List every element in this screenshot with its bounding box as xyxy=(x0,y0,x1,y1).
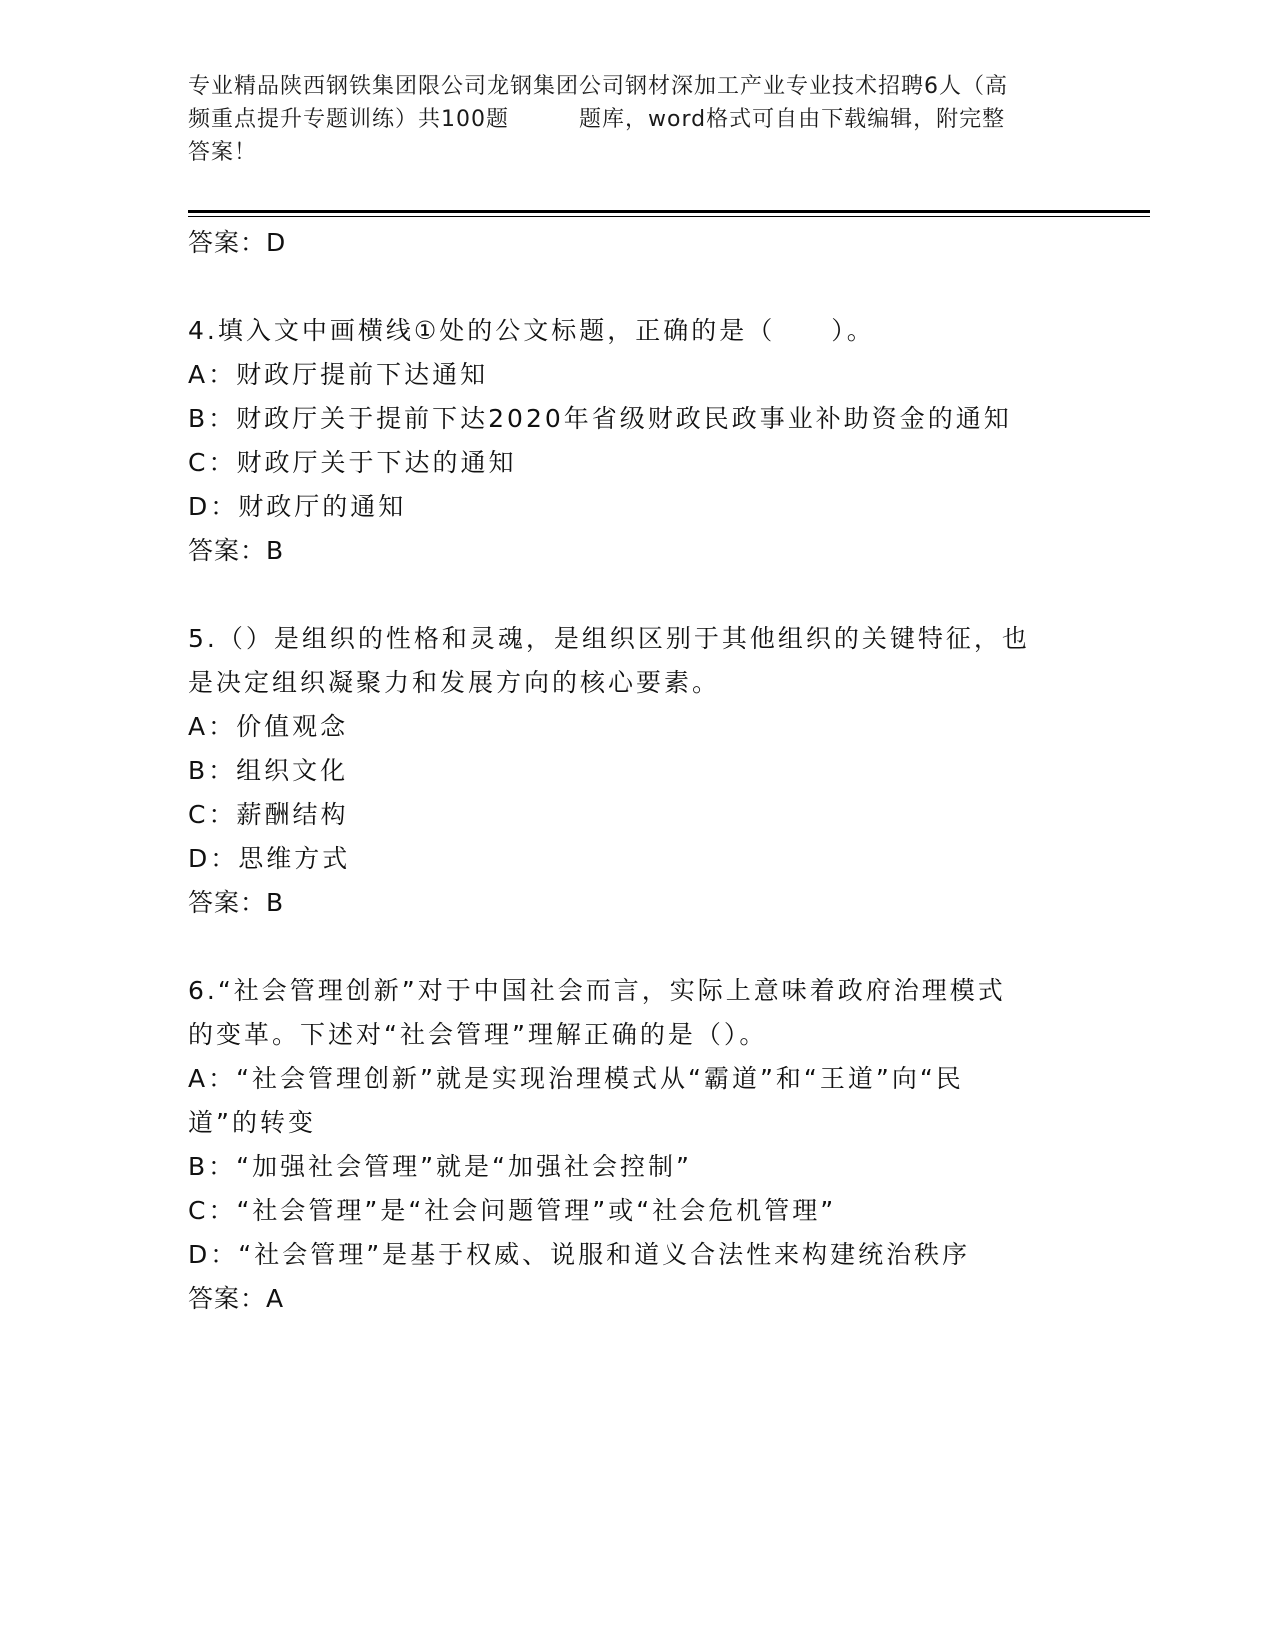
question-5-stem-line-1: 5.（）是组织的性格和灵魂，是组织区别于其他组织的关键特征，也 xyxy=(188,624,1030,653)
question-4-option-d: D：财政厅的通知 xyxy=(188,492,407,521)
question-5-option-b: B：组织文化 xyxy=(188,756,349,785)
header-divider-thick xyxy=(188,210,1150,213)
question-5-answer: 答案：B xyxy=(188,888,285,917)
header-line-3: 答案！ xyxy=(188,140,258,165)
question-5-option-d: D：思维方式 xyxy=(188,844,351,873)
question-4-option-a: A：财政厅提前下达通知 xyxy=(188,360,489,389)
question-6-option-d: D：“社会管理”是基于权威、说服和道义合法性来构建统治秩序 xyxy=(188,1240,971,1269)
question-4-option-b: B：财政厅关于提前下达2020年省级财政民政事业补助资金的通知 xyxy=(188,404,1012,433)
question-5-option-a: A：价值观念 xyxy=(188,712,349,741)
question-4-option-c: C：财政厅关于下达的通知 xyxy=(188,448,517,477)
question-4-answer: 答案：B xyxy=(188,536,285,565)
question-6-option-a: A：“社会管理创新”就是实现治理模式从“霸道”和“王道”向“民 xyxy=(188,1064,964,1093)
question-6-option-a-cont: 道”的转变 xyxy=(188,1108,316,1137)
question-4-stem: 4.填入文中画横线①处的公文标题，正确的是（ ）。 xyxy=(188,316,875,345)
question-6-stem-line-2: 的变革。下述对“社会管理”理解正确的是（）。 xyxy=(188,1020,768,1049)
document-header xyxy=(188,70,1088,169)
header-divider-thin xyxy=(188,216,1150,217)
question-5-stem-line-2: 是决定组织凝聚力和发展方向的核心要素。 xyxy=(188,668,721,697)
question-6-option-b: B：“加强社会管理”就是“加强社会控制” xyxy=(188,1152,692,1181)
question-6-stem-line-1: 6.“社会管理创新”对于中国社会而言，实际上意味着政府治理模式 xyxy=(188,976,1006,1005)
header-line-1: 专业精品陕西钢铁集团限公司龙钢集团公司钢材深加工产业专业技术招聘6人（高 xyxy=(188,74,1008,99)
header-line-2b: 题库，word格式可自由下载编辑，附完整 xyxy=(579,107,1006,132)
question-5-option-c: C：薪酬结构 xyxy=(188,800,349,829)
question-6-option-c: C：“社会管理”是“社会问题管理”或“社会危机管理” xyxy=(188,1196,837,1225)
header-line-2 xyxy=(188,103,1088,136)
question-6-answer: 答案：A xyxy=(188,1284,285,1313)
header-line-2a: 频重点提升专题训练）共100题 xyxy=(188,107,509,132)
previous-answer: 答案：D xyxy=(188,228,287,257)
